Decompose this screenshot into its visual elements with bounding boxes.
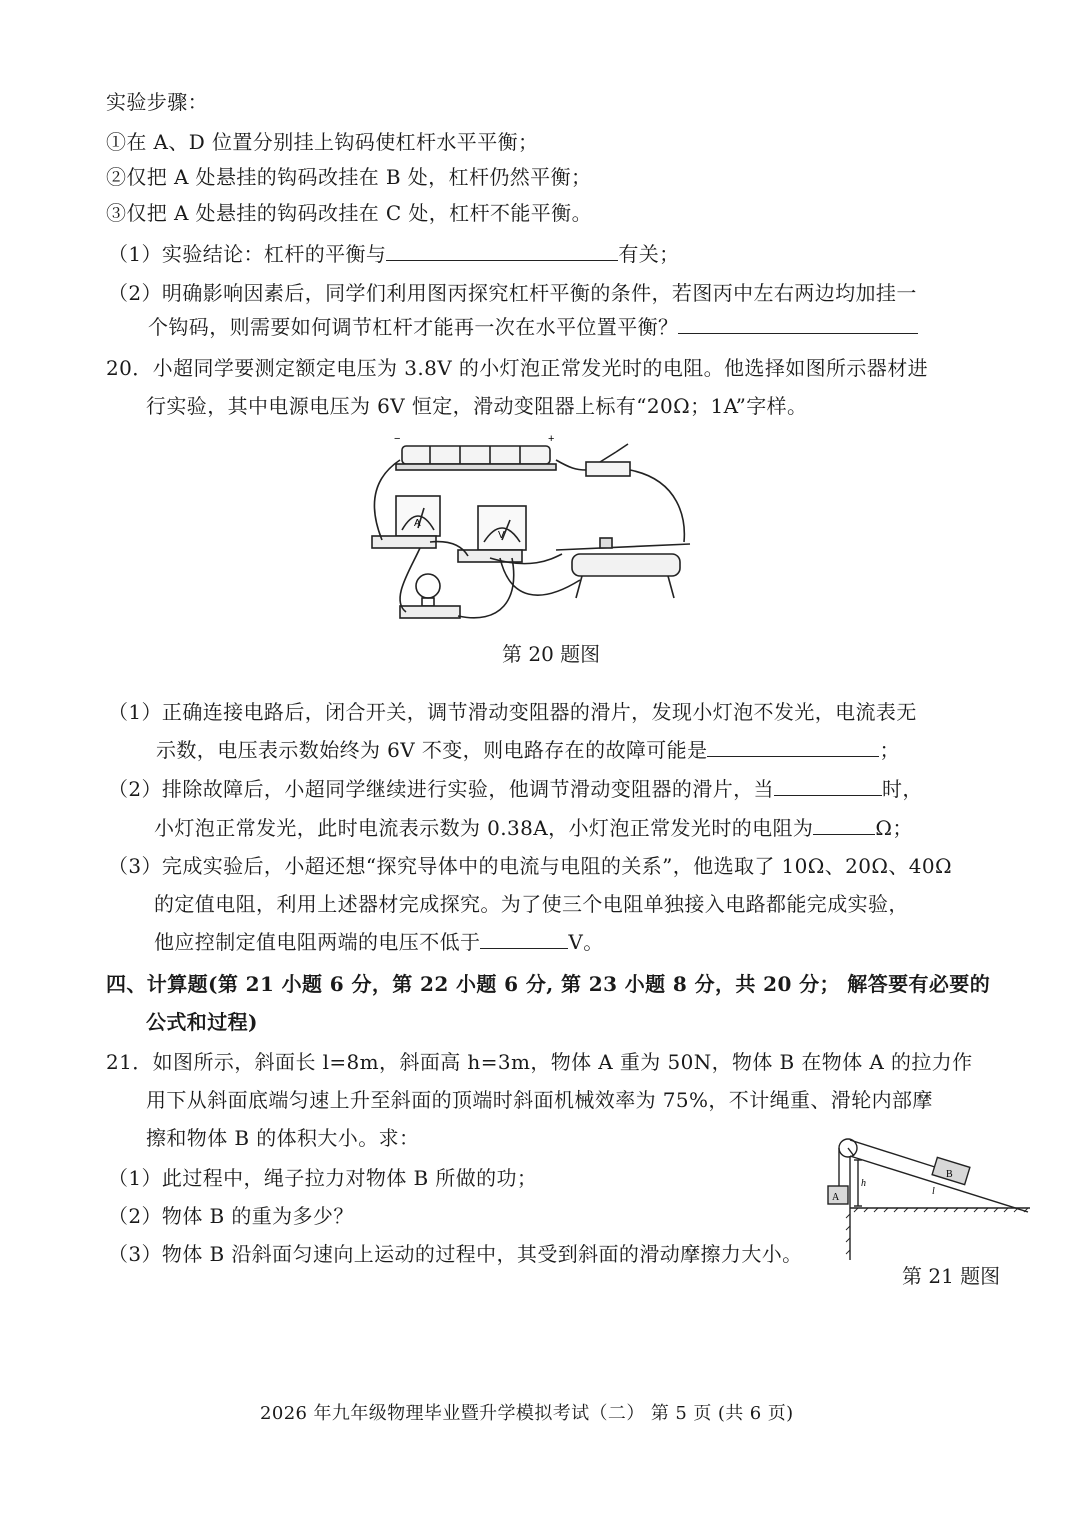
height-label: h (861, 1178, 866, 1189)
battery-plus-label: + (548, 433, 555, 445)
q21-part3: （3）物体 B 沿斜面匀速向上运动的过程中，其受到斜面的滑动摩擦力大小。 (108, 1242, 803, 1266)
q20-part2-text2: 小灯泡正常发光，此时电流表示数为 0.38A，小灯泡正常发光时的电阻为 (154, 816, 814, 840)
q20-part1-end: ； (879, 738, 900, 762)
figure-21-caption: 第 21 题图 (902, 1264, 1001, 1288)
step-1: ①在 A、D 位置分别挂上钩码使杠杆水平平衡； (106, 130, 539, 154)
q20-stem-line1: 20．小超同学要测定额定电压为 3.8V 的小灯泡正常发光时的电阻。他选择如图所示器材进 (106, 356, 929, 380)
q19-part1 (108, 240, 680, 268)
q20-part2-line2 (154, 814, 913, 842)
block-b-label: B (946, 1169, 953, 1180)
voltmeter-label: V (498, 530, 505, 541)
q20-part3-unit: V。 (568, 930, 604, 954)
step-2: ②仅把 A 处悬挂的钩码改挂在 B 处，杠杆仍然平衡； (106, 165, 592, 189)
circuit-figure (350, 430, 700, 638)
battery-minus-label: − (394, 433, 401, 445)
q20-part1-line1: （1）正确连接电路后，闭合开关，调节滑动变阻器的滑片，发现小灯泡不发光，电流表无 (108, 700, 917, 724)
q20-part2-blank1[interactable] (774, 775, 882, 796)
q20-part2-unit: Ω； (875, 816, 913, 840)
section-4-heading-line2: 公式和过程) (146, 1010, 258, 1034)
length-label: l (932, 1186, 935, 1197)
q21-stem-line3: 擦和物体 B 的体积大小。求： (146, 1126, 420, 1150)
section-4-heading: 四、计算题(第 21 小题 6 分，第 22 小题 6 分, 第 23 小题 8 分，共 20 分； 解答要有必要的 (106, 972, 991, 996)
q19-part2-text: 个钩码，则需要如何调节杠杆才能再一次在水平位置平衡？ (148, 315, 679, 339)
q20-part2-end: 时， (881, 777, 923, 801)
ammeter-label: A (414, 518, 421, 529)
q20-part3-text: 他应控制定值电阻两端的电压不低于 (154, 930, 481, 954)
q20-part2-text: （2）排除故障后，小超同学继续进行实验，他调节滑动变阻器的滑片，当 (108, 777, 774, 801)
q21-part2: （2）物体 B 的重为多少？ (108, 1204, 354, 1228)
q19-part1-end: 有关； (618, 242, 680, 266)
q20-part3-line3 (154, 928, 604, 956)
q21-stem-line2: 用下从斜面底端匀速上升至斜面的顶端时斜面机械效率为 75%，不计绳重、滑轮内部摩 (146, 1088, 933, 1112)
q21-stem-line1: 21．如图所示，斜面长 l=8m，斜面高 h=3m，物体 A 重为 50N，物体 B 在物体 A 的拉力作 (106, 1050, 973, 1074)
figure-20-caption: 第 20 题图 (502, 642, 601, 666)
q21-part1: （1）此过程中，绳子拉力对物体 B 所做的功； (108, 1166, 538, 1190)
step-3: ③仅把 A 处悬挂的钩码改挂在 C 处，杠杆不能平衡。 (106, 201, 592, 225)
q19-part2-line2 (148, 313, 918, 341)
q19-part2-blank[interactable] (678, 313, 918, 334)
q20-part3-line1: （3）完成实验后，小超还想“探究导体中的电流与电阻的关系”，他选取了 10Ω、20Ω、40Ω (108, 854, 953, 878)
block-a-label: A (832, 1192, 840, 1203)
incline-figure (818, 1132, 1033, 1264)
q20-stem-line2: 行实验，其中电源电压为 6V 恒定，滑动变阻器上标有“20Ω；1A”字样。 (146, 394, 808, 418)
q20-part3-line2: 的定值电阻，利用上述器材完成探究。为了使三个电阻单独接入电路都能完成实验， (154, 892, 909, 916)
q20-part3-blank[interactable] (480, 928, 568, 949)
q20-part1-blank[interactable] (707, 736, 879, 757)
page-footer: 2026 年九年级物理毕业暨升学模拟考试（二） 第 5 页 (共 6 页) (260, 1403, 794, 1424)
q19-part1-blank[interactable] (386, 240, 618, 261)
q19-part1-text: （1）实验结论：杠杆的平衡与 (108, 242, 387, 266)
q19-part2-line1: （2）明确影响因素后，同学们利用图丙探究杠杆平衡的条件，若图丙中左右两边均加挂一 (108, 281, 917, 305)
q20-part2-blank2[interactable] (813, 814, 875, 835)
steps-title: 实验步骤： (106, 90, 208, 114)
q20-part1-text: 示数，电压表示数始终为 6V 不变，则电路存在的故障可能是 (156, 738, 708, 762)
q20-part1-line2 (156, 736, 900, 764)
q20-part2-line1 (108, 775, 923, 803)
